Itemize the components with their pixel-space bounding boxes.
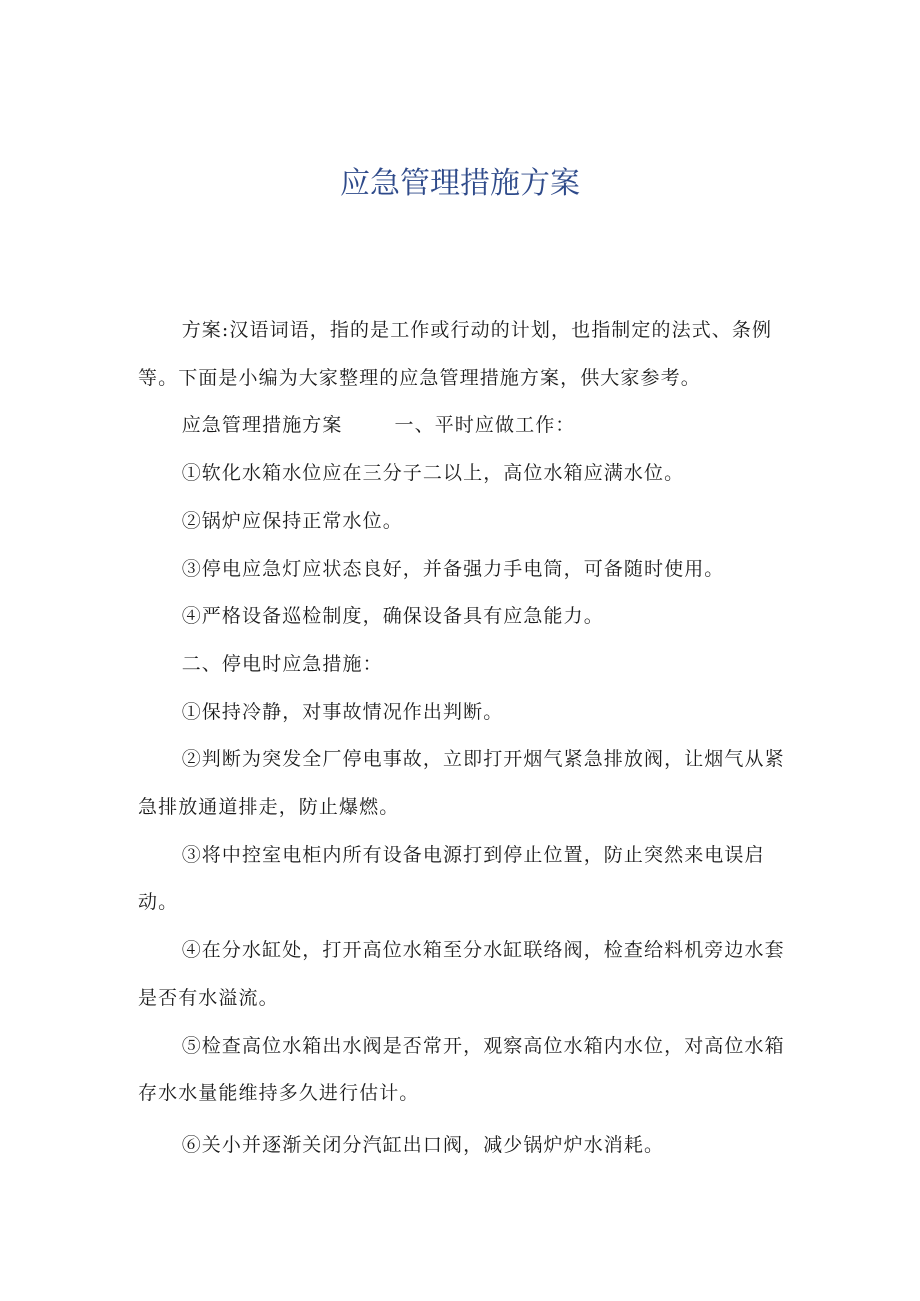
list-item: ④严格设备巡检制度，确保设备具有应急能力。 (181, 605, 604, 628)
list-item: ⑤检查高位水箱出水阀是否常开，观察高位水箱内水位，对高位水箱存水水量能维持多久进行估计。 (138, 1034, 785, 1105)
list-item: ⑥关小并逐渐关闭分汽缸出口阀，减少锅炉炉水消耗。 (181, 1133, 665, 1156)
scheme-name: 应急管理措施方案 (181, 414, 343, 437)
section-1-heading: 一、平时应做工作： (394, 414, 576, 437)
intro-paragraph: 方案:汉语词语，指的是工作或行动的计划，也指制定的法式、条例等。下面是小编为大家整理的应急管理措施方案，供大家参考。 (138, 319, 773, 389)
section-2-heading: 二、停电时应急措施： (181, 652, 383, 675)
list-item: ②锅炉应保持正常水位。 (181, 509, 403, 532)
document-title: 应急管理措施方案 (340, 166, 580, 201)
section-heading-line (138, 402, 788, 450)
list-item: ③停电应急灯应状态良好，并备强力手电筒，可备随时使用。 (181, 557, 725, 580)
document-body (138, 307, 788, 1170)
list-item: ④在分水缸处，打开高位水箱至分水缸联络阀，检查给料机旁边水套是否有水溢流。 (138, 939, 785, 1009)
list-item: ①保持冷静，对事故情况作出判断。 (181, 700, 504, 723)
list-item: ①软化水箱水位应在三分子二以上，高位水箱应满水位。 (181, 462, 685, 485)
list-item: ②判断为突发全厂停电事故，立即打开烟气紧急排放阀，让烟气从紧急排放通道排走，防止爆燃。 (138, 748, 785, 819)
list-item: ③将中控室电柜内所有设备电源打到停止位置，防止突然来电误启动。 (138, 843, 765, 914)
